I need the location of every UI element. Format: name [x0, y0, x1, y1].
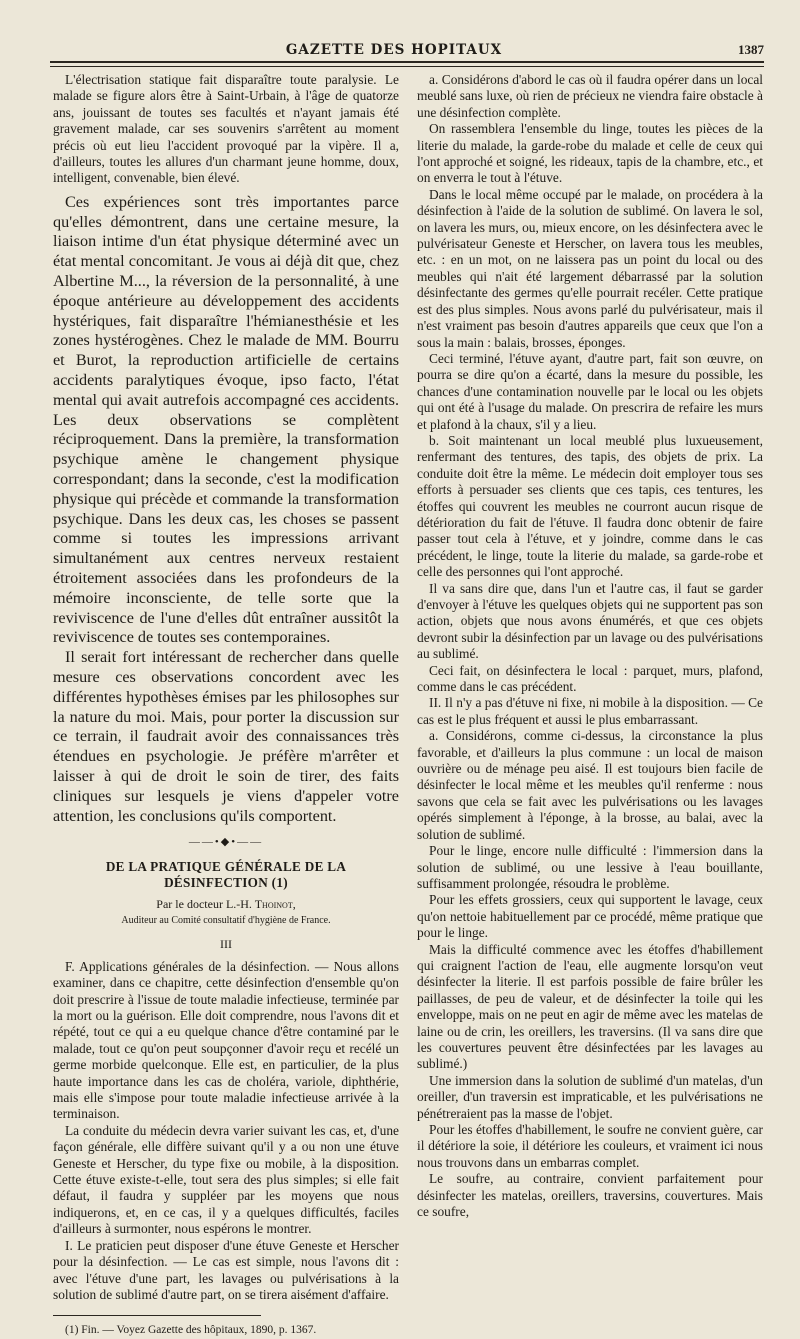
- running-title: GAZETTE DES HOPITAUX: [285, 42, 503, 58]
- paragraph: Une immersion dans la solution de sublimé d'un matelas, d'un oreiller, d'un traversin est impraticable, et les pulvérisations ne pénétreraient pas la masse de l'objet.: [417, 1072, 763, 1121]
- header-rule-thick: [50, 61, 764, 63]
- paragraph: Ceci fait, on désinfectera le local : parquet, murs, plafond, comme dans le cas précédent.: [417, 662, 763, 695]
- paragraph: Pour les effets grossiers, ceux qui supportent le lavage, ceux qu'on nettoie habituellement par ce procédé, même pratique que pour le linge.: [417, 892, 763, 941]
- paragraph: On rassemblera l'ensemble du linge, toutes les pièces de la literie du malade, la garde-robe du malade et celle de ceux qui l'ont approché et soigné, les rideaux, tapis de la chambre, etc., et on enverra le tout à l'étuve.: [417, 121, 763, 186]
- left-column: [53, 72, 399, 1339]
- page-number: 1387: [738, 42, 764, 57]
- paragraph: Il va sans dire que, dans l'un et l'autre cas, il faut se garder d'envoyer à l'étuve les quelques objets qui ne supportent pas son action, objets que nous avons énumérés, et que ces objets devront subir la désinfection par un lavage ou des pulvérisations au sublimé.: [417, 580, 763, 662]
- header-rule-thin: [50, 66, 764, 67]
- paragraph: La conduite du médecin devra varier suivant les cas, et, d'une façon générale, elle diffère suivant qu'il y a ou non une étuve Geneste et Herscher, du type fixe ou mobile, à la disposition. Cette étuve existe-t-elle, tout sera des plus simples; si elle fait défaut, il faudra y suppléer par les moyens que nous indiquerons, et, en ce cas, il y a quelques difficultés, faciles d'ailleurs à surmonter, nous espérons le montrer.: [53, 1122, 399, 1237]
- paragraph-large: Il serait fort intéressant de rechercher dans quelle mesure ces observations concordent avec les différentes hypothèses émises par les philosophes sur la nature du moi. Mais, pour porter la discussion sur ce terrain, il faudrait avoir des connaissances très étendues en psychologie. Je préfère m'arrêter et laisser à qui de droit le soin de tirer, des faits cliniques sur lesquels je viens d'appeler votre attention, les conclusions qu'ils comportent.: [53, 648, 399, 825]
- footnote: (1) Fin. — Voyez Gazette des hôpitaux, 1890, p. 1367.: [65, 1324, 317, 1337]
- byline: [53, 896, 399, 912]
- article-title: DE LA PRATIQUE GÉNÉRALE DE LA DÉSINFECTION (1): [105, 858, 347, 891]
- paragraph: Ceci terminé, l'étuve ayant, d'autre part, fait son œuvre, on pourra se dire qu'on a écarté, dans la mesure du possible, les chances d'une contamination nouvelle par le local ou les objets qui ont été à l'usage du malade. On prescrira de refaire les murs et plafond à la chaux, s'il y a lieu.: [417, 350, 763, 432]
- paragraph: Mais la difficulté commence avec les étoffes d'habillement qui craignent l'action de l'eau, elle augmente lorsqu'on veut désinfecter la literie. Il est parfois possible de faire brûler les paillasses, de peu de valeur, et de désinfecter la toile qui les enveloppe, mais on ne peut en agir de même avec les matelas de laine ou de crin, les oreillers, les traversins. (Il va sans dire que les couvertures peuvent être désinfectées par les lavages au sublimé.): [417, 941, 763, 1072]
- paragraph: L'électrisation statique fait disparaître toute paralysie. Le malade se figure alors être à Saint-Urbain, à l'âge de quatorze ans, jouissant de toutes ses facultés et n'ayant jamais été gravement malade, car ses souvenirs s'arrêtent au moment précis où eut lieu l'accident provoqué par la vipère. Il a, d'ailleurs, toutes les allures d'un charmant jeune homme, doux, intelligent, convenable, bien élevé.: [53, 72, 399, 186]
- paragraph: I. Le praticien peut disposer d'une étuve Geneste et Herscher pour la désinfection. — Le cas est simple, nous l'avons dit : avec l'étuve d'une part, les lavages ou pulvérisations à la solution de sublimé d'autre part, on se tirera aisément d'affaire.: [53, 1237, 399, 1302]
- right-column: [417, 72, 763, 1220]
- paragraph: b. Soit maintenant un local meublé plus luxueusement, renfermant des tentures, des tapis, des objets de prix. La conduite doit être la même. Le médecin doit employer tous ses efforts à persuader ses clients que ces tapis, ces tentures, les étoffes qui couvrent les meubles ne courront aucun risque de détérioration du fait de l'étuve. Il faudra donc obtenir de faire passer tout cela à l'étuve, et y joindre, comme dans le cas précédent, le linge, toute la literie du malade, sa garde-robe et celle des personnes qui l'ont approché.: [417, 432, 763, 580]
- paragraph: Pour les étoffes d'habillement, le soufre ne convient guère, car il détériore la soie, il détériore les couleurs, et vraiment ici nous nous trouvons dans un embarras complet.: [417, 1122, 763, 1170]
- paragraph: Le soufre, au contraire, convient parfaitement pour désinfecter les matelas, oreillers, traversins, couvertures. Mais ce soufre,: [417, 1171, 763, 1220]
- paragraph: a. Considérons, comme ci-dessus, la circonstance la plus favorable, et d'ailleurs la plus commune : un local de maison ouvrière ou de ménage peu aisé. Il est toujours bien facile de désinfecter le local même et les meubles qu'il renferme : nous savons que cela se fait avec les pulvérisations ou les lavages opérés simplement à l'éponge, à la brosse, au balai, avec la solution de sublimé.: [417, 728, 763, 842]
- paragraph: Pour le linge, encore nulle difficulté : l'immersion dans la solution de sublimé, ou une lessive à l'eau bouillante, suffisamment prolongée, résoudra le problème.: [417, 843, 763, 891]
- author-name: L.-H. Thoinot,: [225, 896, 296, 911]
- paragraph: a. Considérons d'abord le cas où il faudra opérer dans un local meublé sans luxe, où rien de précieux ne viendra faire obstacle à une désinfection complète.: [417, 72, 763, 120]
- paragraph: F. Applications générales de la désinfection. — Nous allons examiner, dans ce chapitre, cette désinfection d'ensemble qu'on doit prescrire à l'issue de toute maladie infectieuse, terminée par la mort ou la guérison. Elle doit comprendre, nous l'avons dit et répété, tout ce qui a eu quelque chance d'être contaminé par le malade, tout ce qu'on peut soupçonner d'avoir reçu et recélé un germe morbide quelconque. Elle est, en particulier, de la plus haute importance dans les cas de choléra, variole, diphthérie, mais elle s'impose pour toute maladie infectieuse arrivée à la terminaison.: [53, 958, 399, 1122]
- author-affiliation: Auditeur au Comité consultatif d'hygiène de France.: [121, 914, 331, 926]
- page-header: [50, 36, 764, 58]
- byline-prefix: Par le docteur: [156, 896, 223, 911]
- paragraph: II. Il n'y a pas d'étuve ni fixe, ni mobile à la disposition. — Ce cas est le plus fréquent et aussi le plus embarrassant.: [417, 695, 763, 727]
- paragraph: Dans le local même occupé par le malade, on procédera à la désinfection à l'aide de la solution de sublimé. On lavera le sol, on lavera les murs, ou, mieux encore, on les désinfectera avec le pulvérisateur Geneste et Herscher, on lavera tous les meubles, etc. : en un mot, on ne laissera pas un point du local ou des meubles qui n'ait été largement débarrassé par la solution désinfectante des germes qu'elle pourrait recéler. Cette pratique est des plus simples. Nous avons parlé du pulvérisateur, mais il n'est vraiment pas besoin d'autres appareils que ceux que l'on a sous la main : balais, brosses, éponges.: [417, 186, 763, 350]
- footnote-rule: [53, 1315, 261, 1316]
- section-divider: ——•◆•——: [188, 836, 264, 849]
- part-number: III: [220, 937, 232, 952]
- paragraph-large: Ces expériences sont très importantes parce qu'elles démontrent, dans une certaine mesure, la liaison intime d'un état physique déterminé avec un état mental concomitant. Je vous ai déjà dit que, chez Albertine M..., la réversion de la personnalité, à une époque antérieure au développement des accidents hystériques, fait disparaître l'hémianesthésie et les zones hystérogènes. Chez le malade de MM. Bourru et Burot, la reproduction artificielle de certains accidents paralytiques évoque, ipso facto, l'état mental qui avait autrefois accompagné ces accidents. Les deux observations se complètent réciproquement. Dans la première, la transformation psychique amène le changement physique correspondant; dans la seconde, c'est la modification physique qui précède et commande la transformation psychique. Dans les deux cas, les choses se passent comme si toutes les impressions arrivant simultanément aux centres nerveux restaient étroitement associées dans les profondeurs de la mémoire inconsciente, de telle sorte que la reviviscence de l'une d'elles dût entraîner aussitôt la reviviscence de toutes ses contemporaines.: [53, 192, 399, 647]
